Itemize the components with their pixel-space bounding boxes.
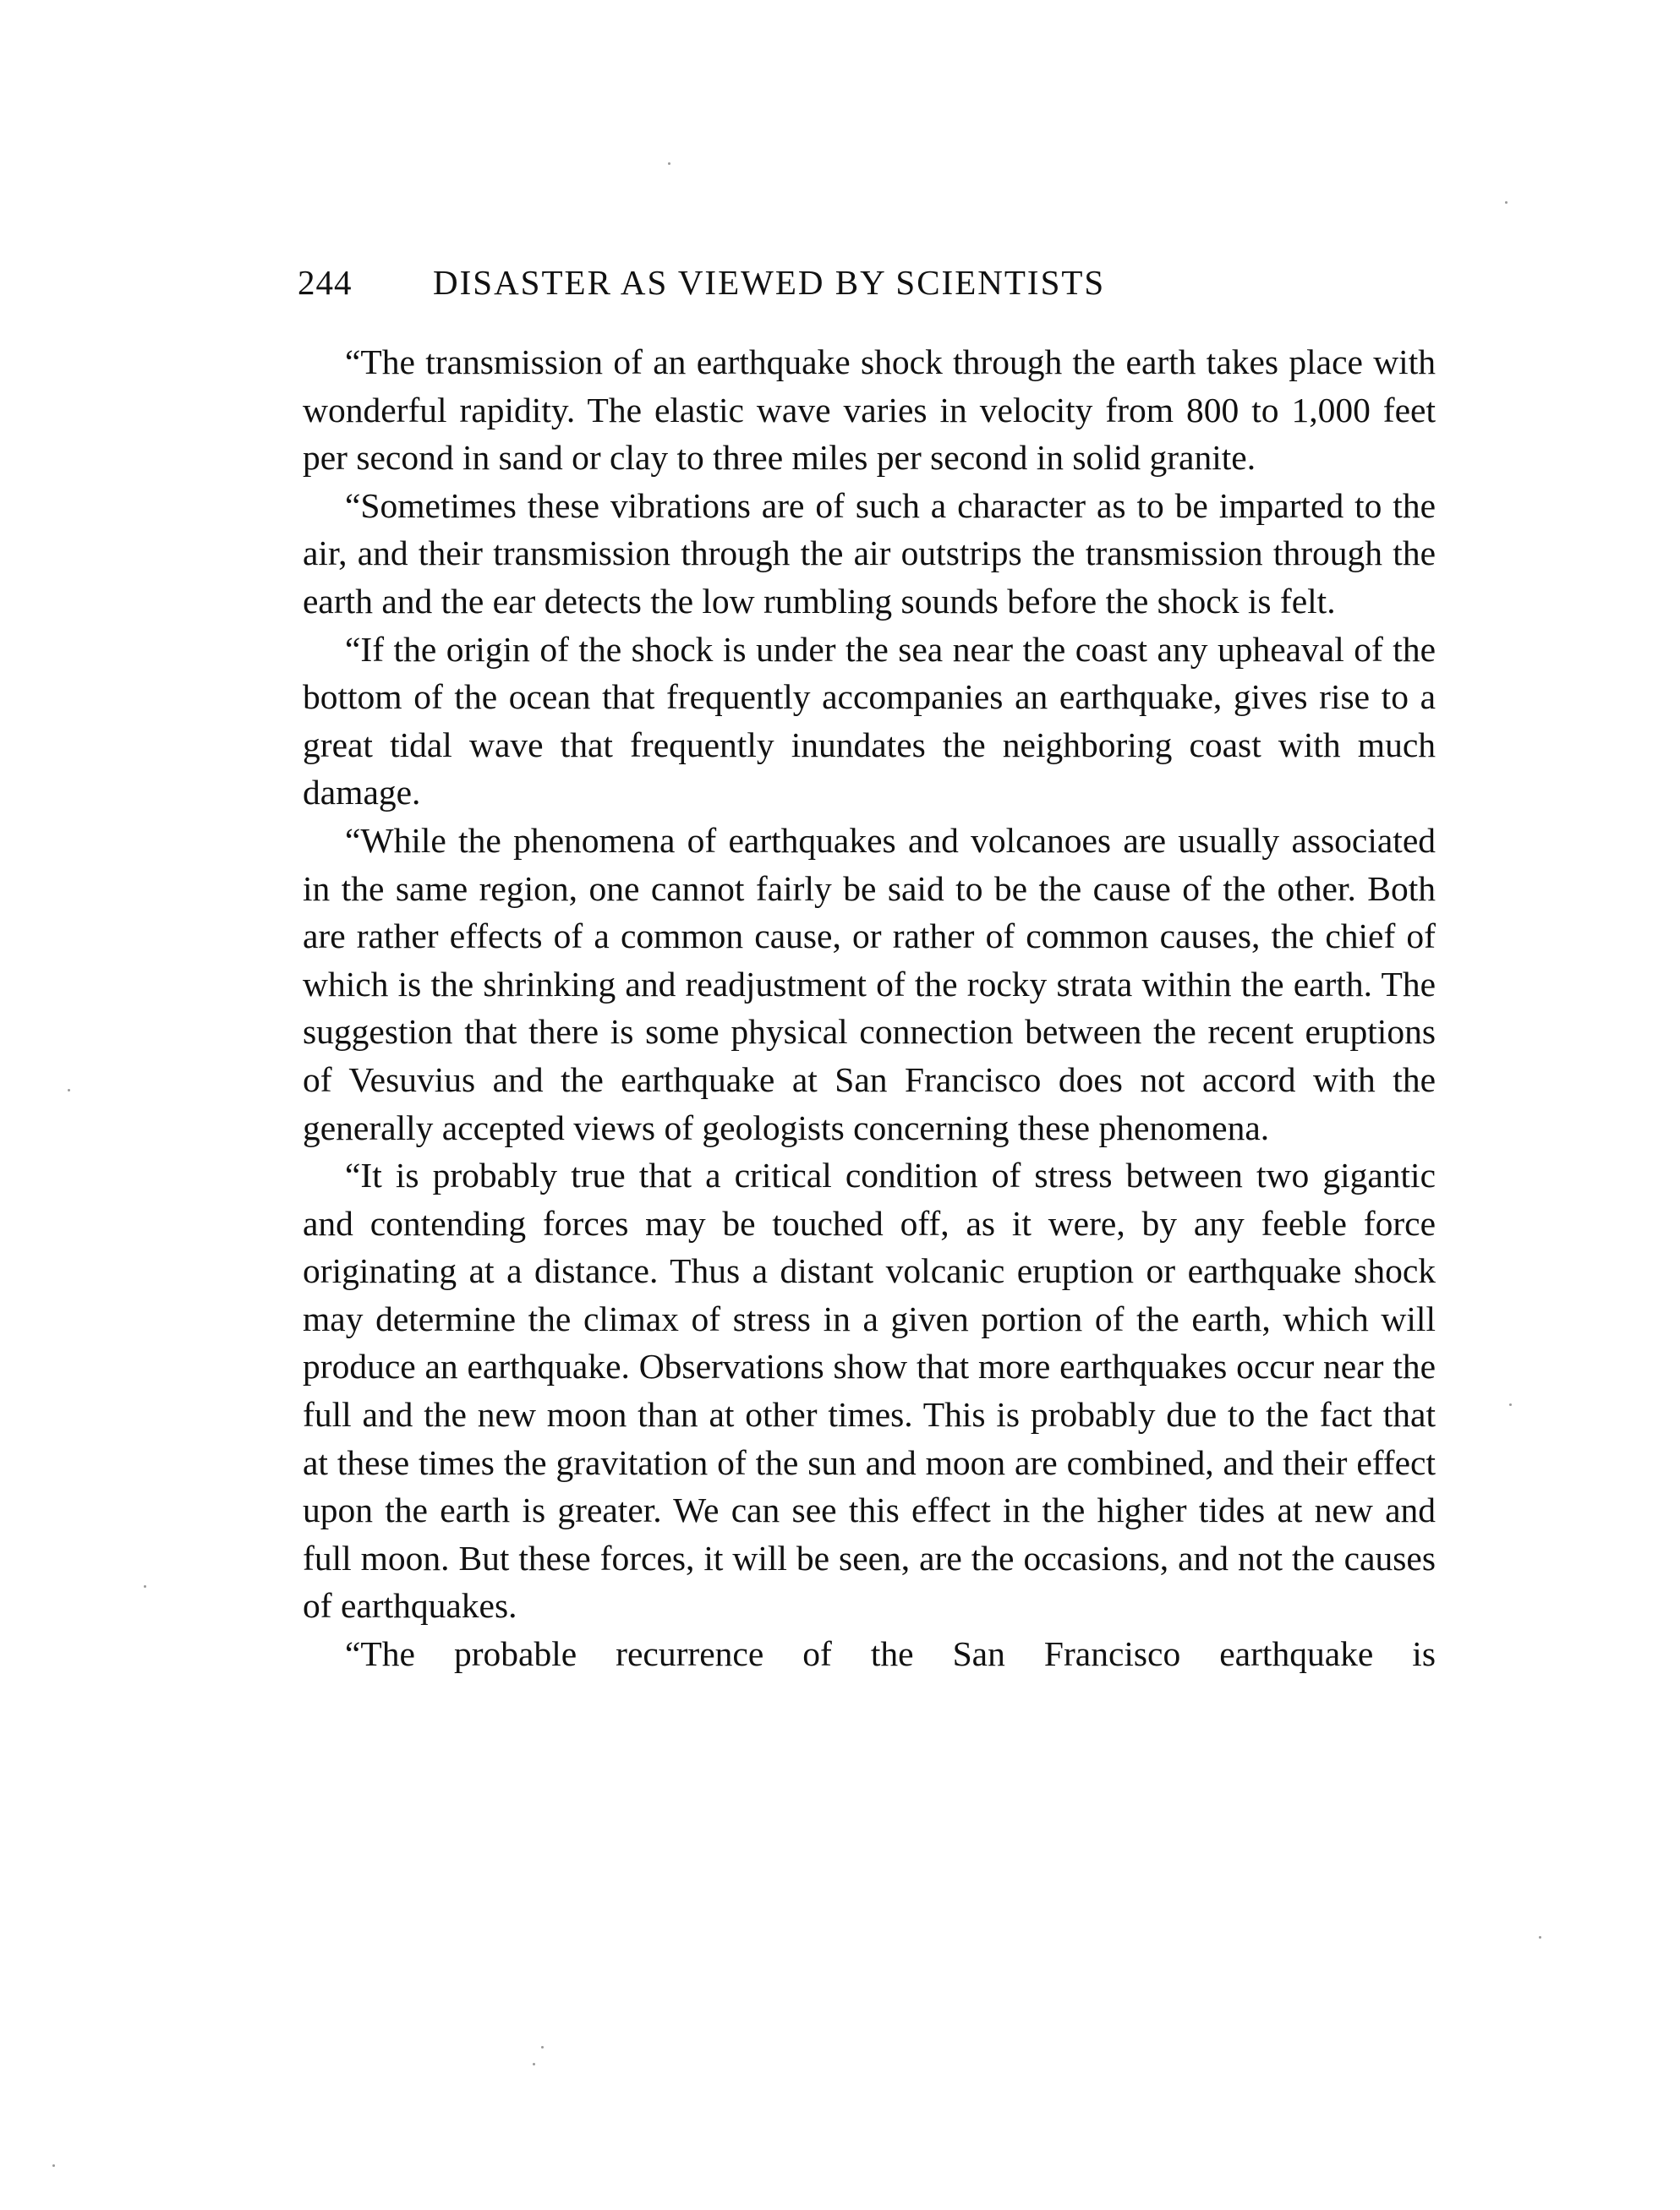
scan-speck [533, 2063, 535, 2065]
paragraph-volcanoes: “While the phenomena of earthquakes and volcanoes are usually associated in the same region, one cannot fairly be said to be the cause of the other. Both are rather effects of a common cause, or rather of common causes, the chief of which is the shrinking and readjustment of the rocky strata within the earth. The suggestion that there is some physical connection between the recent eruptions of Vesuvius and the earthquake at San Francisco does not accord with the generally accepted views of geologists concerning these phenomena. [303, 820, 1436, 1147]
scan-speck [1509, 1403, 1512, 1406]
scan-speck [68, 1089, 70, 1091]
running-header [298, 262, 1431, 313]
paragraph-recurrence: “The probable recurrence of the San Francisco earthquake is [345, 1634, 1436, 1674]
scan-speck [1539, 1936, 1541, 1939]
paragraph-vibrations: “Sometimes these vibrations are of such a character as to be imparted to the air, and their transmission through the air outstrips the transmission through the earth and the ear detects the low rumbling sounds before the shock is felt. [303, 485, 1436, 621]
scan-speck [144, 1585, 146, 1588]
scan-speck [52, 2164, 55, 2167]
paragraph-tidal-wave: “If the origin of the shock is under the sea near the coast any upheaval of the bottom of the ocean that frequently accompanies an earthquake, gives rise to a great tidal wave that frequently inundates the neighboring coast with much damage. [303, 629, 1436, 812]
scan-speck [668, 162, 670, 165]
paragraph-transmission: “The transmission of an earthquake shock through the earth takes place with wonderful rapidity. The elastic wave varies in velocity from 800 to 1,000 feet per second in sand or clay to three miles per second in solid granite. [303, 342, 1436, 478]
page-number: 244 [298, 263, 353, 302]
scan-speck [541, 2046, 544, 2049]
paragraph-critical-stress: “It is probably true that a critical condition of stress between two gigantic and contending forces may be touched off, as it were, by any feeble force originating at a distance. Thus a distant volcanic eruption or earthquake shock may determine the climax of stress in a given portion of the earth, which will produce an earthquake. Observations show that more earthquakes occur near the full and the new moon than at other times. This is probably due to the fact that at these times the gravitation of the sun and moon are combined, and their effect upon the earth is greater. We can see this effect in the higher tides at new and full moon. But these forces, it will be seen, are the occasions, and not the causes of earthquakes. [303, 1156, 1436, 1626]
scan-speck [1505, 201, 1508, 204]
running-title: DISASTER AS VIEWED BY SCIENTISTS [433, 263, 1106, 302]
body-text [303, 338, 1436, 1678]
